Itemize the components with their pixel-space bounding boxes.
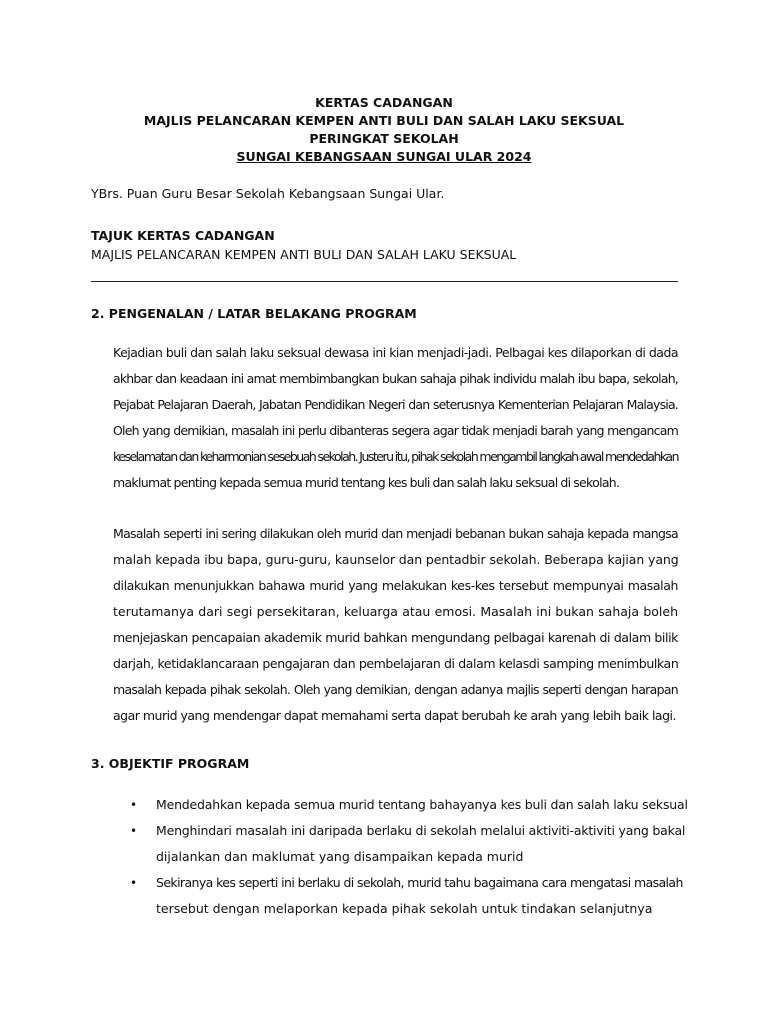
title-line-2: MAJLIS PELANCARAN KEMPEN ANTI BULI DAN SALAH LAKU SEKSUAL [143,113,625,128]
paragraph-line: terutamanya dari segi persekitaran, keluarga atau emosi. Masalah ini bukan sahaja boleh [113,604,678,619]
list-item-text: Sekiranya kes seperti ini berlaku di sekolah, murid tahu bagaimana cara mengatasi masalah [156,875,683,890]
paragraph-line: akhbar dan keadaan ini amat membimbangkan bukan sahaja pihak individu malah ibu bapa, sekolah, [113,371,678,386]
list-item-text: tersebut dengan melaporkan kepada pihak sekolah untuk tindakan selanjutnya [156,901,653,916]
paragraph-line: Kejadian buli dan salah laku seksual dewasa ini kian menjadi-jadi. Pelbagai kes dilaporkan di dada [113,345,679,360]
title-line-1: KERTAS CADANGAN [315,95,453,110]
paragraph-line: Oleh yang demikian, masalah ini perlu dibanteras segera agar tidak menjadi barah yang mengancam [113,423,678,438]
title-line-4: SUNGAI KEBANGSAAN SUNGAI ULAR 2024 [236,149,532,164]
paragraph-line: dilakukan menunjukkan bahawa murid yang melakukan kes-kes tersebut mempunyai masalah [113,578,678,593]
paragraph-line: Masalah seperti ini sering dilakukan oleh murid dan menjadi bebanan bukan sahaja kepada mangsa [113,526,678,541]
list-item-text: Mendedahkan kepada semua murid tentang bahayanya kes buli dan salah laku seksual [156,797,688,812]
section-3-heading: 3. OBJEKTIF PROGRAM [91,756,250,771]
tajuk-text: MAJLIS PELANCARAN KEMPEN ANTI BULI DAN SALAH LAKU SEKSUAL [91,247,517,262]
title-line-3: PERINGKAT SEKOLAH [309,131,459,146]
paragraph-line: masalah kepada pihak sekolah. Oleh yang demikian, dengan adanya majlis seperti dengan harapan [113,682,678,697]
tajuk-heading: TAJUK KERTAS CADANGAN [91,228,275,243]
section-2-paragraph-1 [113,340,678,496]
list-item-text: Menghindari masalah ini daripada berlaku di sekolah melalui aktiviti-aktiviti yang bakal [156,823,686,838]
bullet-icon: • [130,824,138,838]
list-item [130,818,690,870]
bullet-icon: • [130,876,138,890]
paragraph-line: darjah, ketidaklancaraan pengajaran dan pembelajaran di dalam kelasdi samping menimbulkan [113,656,679,671]
bullet-icon: • [130,798,138,812]
list-item [130,792,690,818]
section-2-paragraph-2 [113,521,678,729]
paragraph-line: malah kepada ibu bapa, guru-guru, kaunselor dan pentadbir sekolah. Beberapa kajian yang [113,552,679,567]
section-2-heading: 2. PENGENALAN / LATAR BELAKANG PROGRAM [91,306,417,321]
paragraph-line: menjejaskan pencapaian akademik murid bahkan mengundang pelbagai karenah di dalam bilik [113,630,678,645]
paragraph-line: agar murid yang mendengar dapat memahami serta dapat berubah ke arah yang lebih baik lagi. [113,708,676,723]
addressee: YBrs. Puan Guru Besar Sekolah Kebangsaan Sungai Ular. [91,186,445,201]
list-item-text: dijalankan dan maklumat yang disampaikan kepada murid [156,849,524,864]
horizontal-divider [91,281,678,282]
paragraph-line: Pejabat Pelajaran Daerah, Jabatan Pendidikan Negeri dan seterusnya Kementerian Pelajaran Malaysia. [113,397,678,412]
paragraph-line: keselamatan dan keharmonian sesebuah sekolah. Justeru itu, pihak sekolah mengambil langkah awal mendedahkan [113,449,678,464]
objective-list [130,792,690,922]
paragraph-line: maklumat penting kepada semua murid tentang kes buli dan salah laku seksual di sekolah. [113,475,620,490]
document-title-block [0,94,768,166]
list-item [130,870,690,922]
